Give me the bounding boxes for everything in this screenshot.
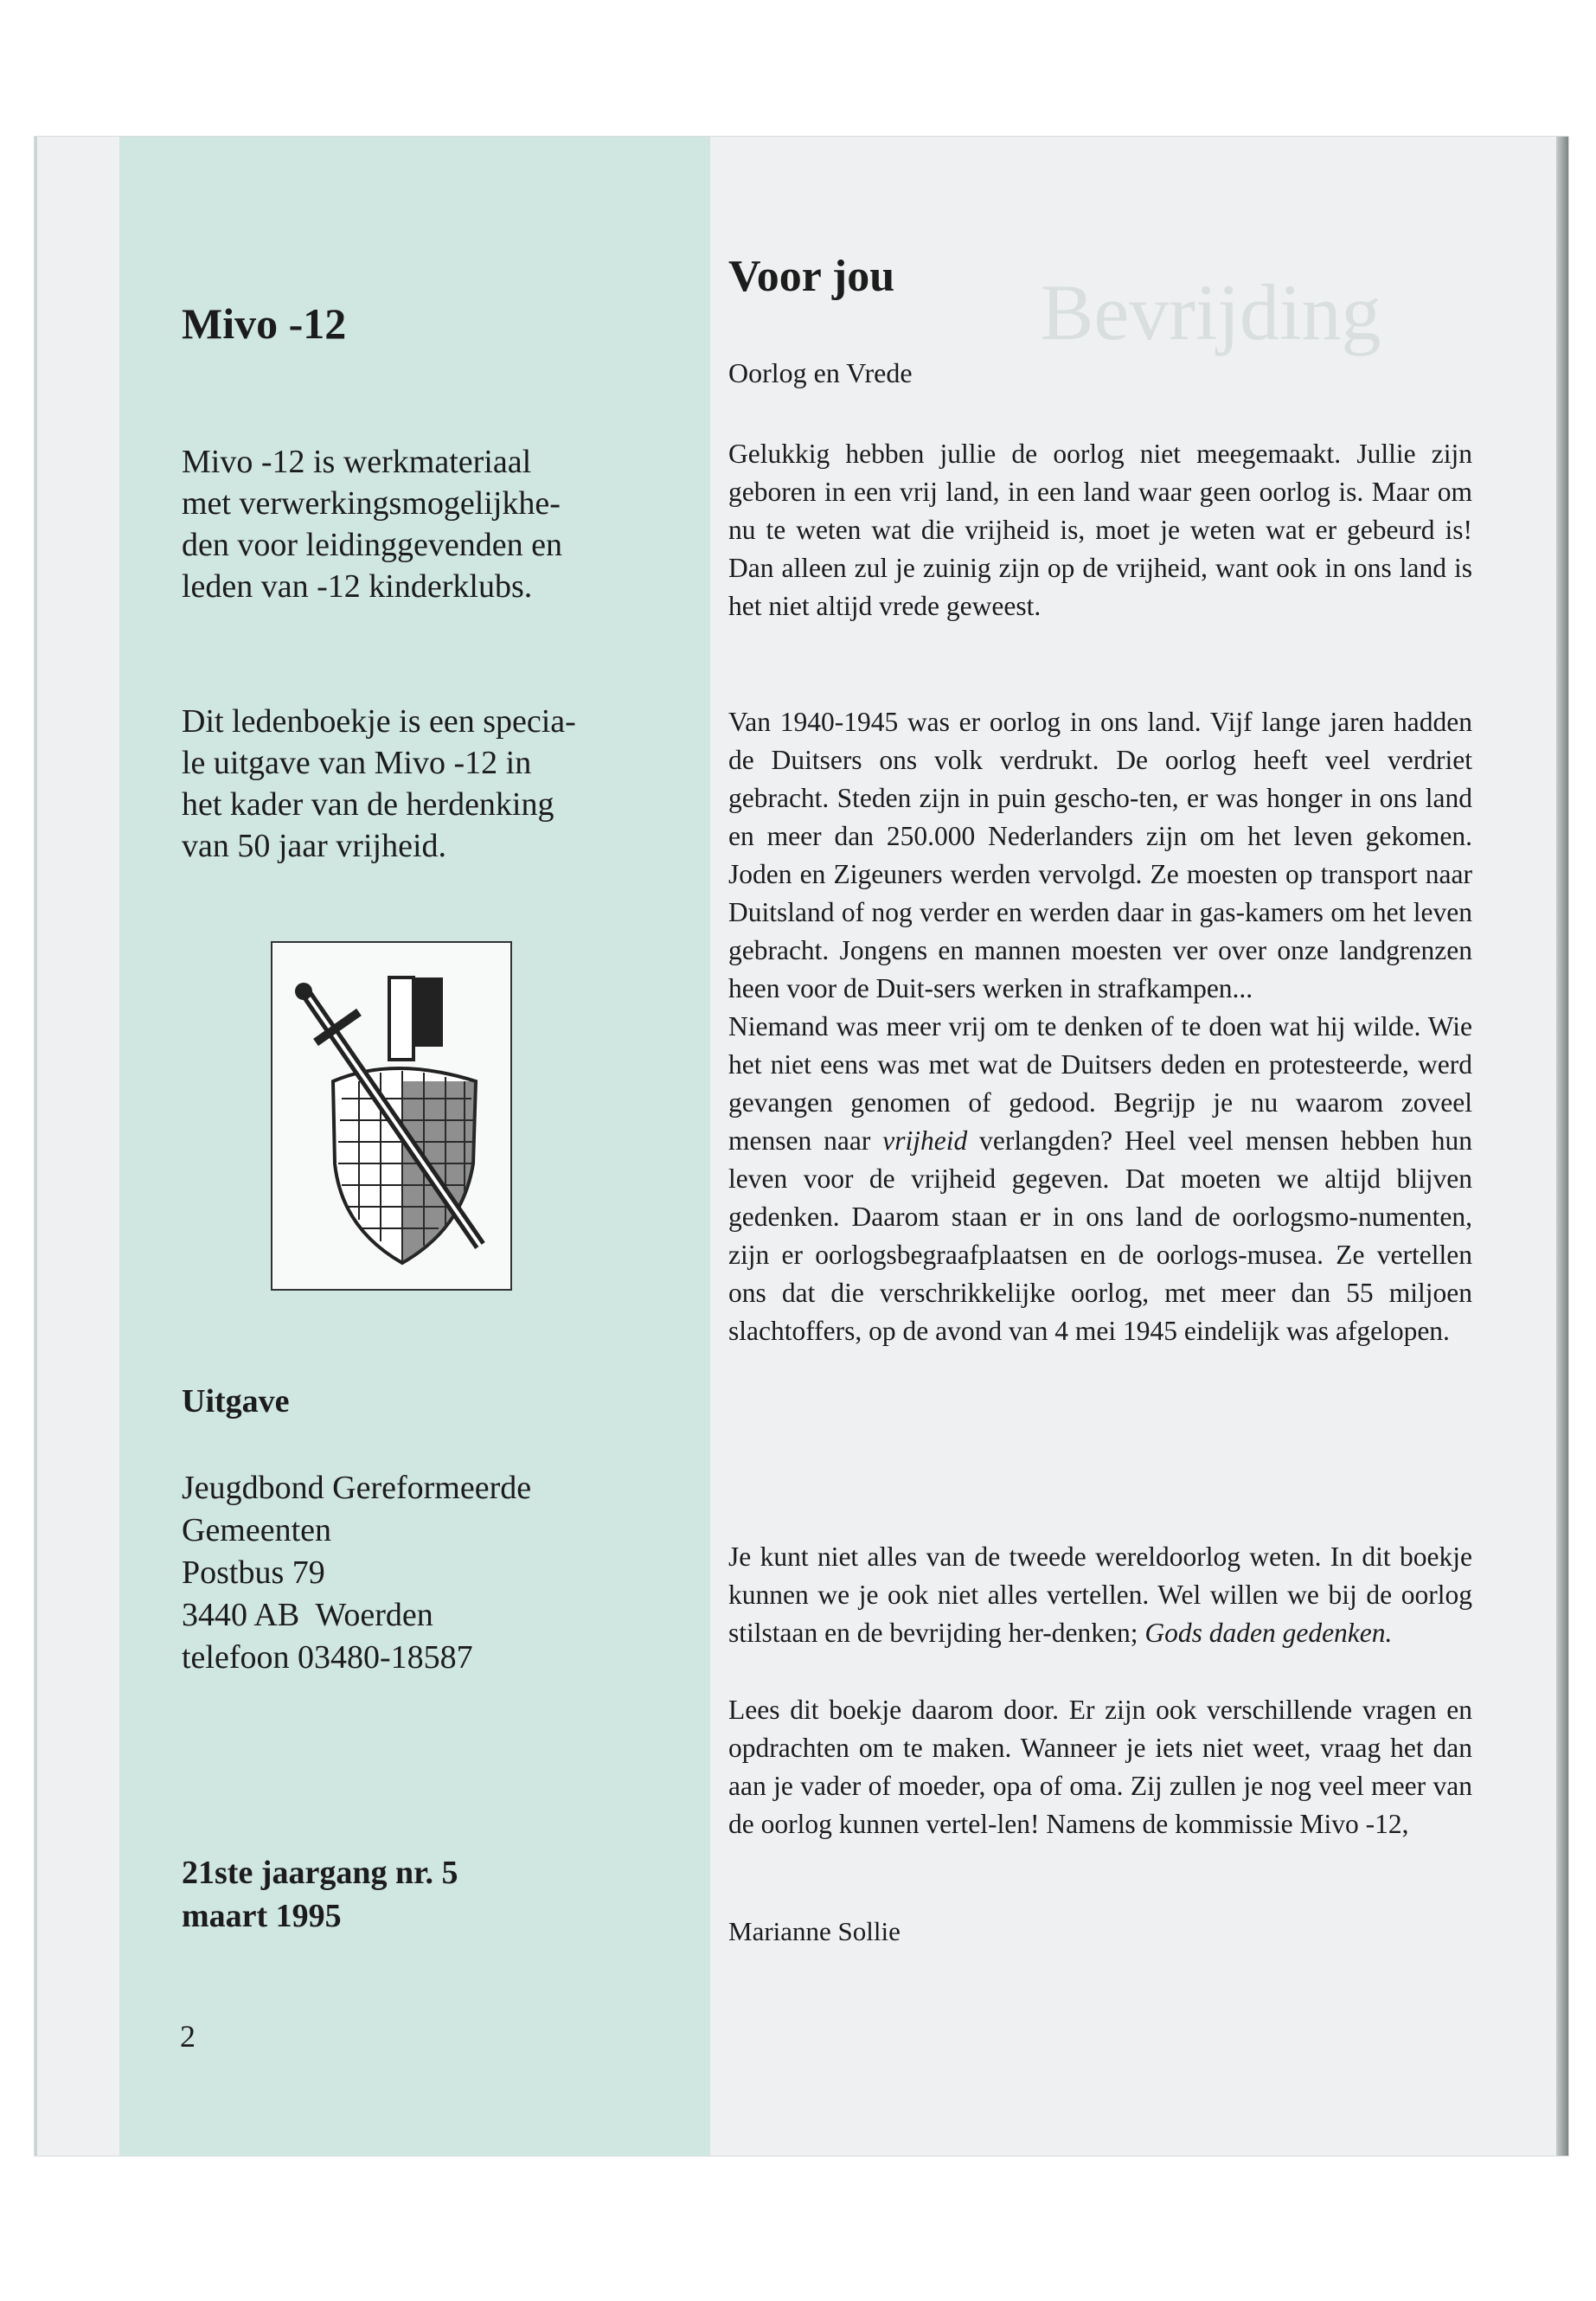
issue-volume: 21ste jaargang nr. 5 bbox=[182, 1855, 458, 1891]
address-line: Gemeenten bbox=[182, 1512, 332, 1548]
paragraph-text: Van 1940-1945 was er oorlog in ons land. Vijf lange jaren hadden de Duitsers ons volk verdrukt. De oorlog heeft veel verdriet gebracht. Steden zijn in puin gescho-ten, er was honger in ons land en meer dan 250.000 Nederlanders zijn om het leven gekomen. Joden en Zigeuners werden vervolgd. Ze moesten op transport naar Duitsland of nog verder en werden daar in gas-kamers om het leven gebracht. Jongens en mannen moesten ver over onze landgrenzen heen voor de Duit-sers werken in strafkampen... bbox=[728, 707, 1472, 1003]
special-line: Dit ledenboekje is een specia- bbox=[182, 703, 576, 740]
article-paragraph bbox=[728, 435, 1472, 625]
issue-date: maart 1995 bbox=[182, 1898, 342, 1934]
special-edition-paragraph bbox=[182, 701, 666, 867]
emphasis-gods-daden: Gods daden gedenken. bbox=[1144, 1618, 1393, 1648]
intro-line: met verwerkingsmogelijkhe- bbox=[182, 485, 561, 522]
page-binding-edge bbox=[1556, 137, 1568, 2156]
article-paragraph bbox=[728, 1538, 1472, 1652]
special-line: het kader van de herdenking bbox=[182, 786, 554, 823]
intro-paragraph bbox=[182, 441, 666, 607]
address-line: Jeugdbond Gereformeerde bbox=[182, 1470, 532, 1506]
paragraph-text: Gelukkig hebben jullie de oorlog niet meegemaakt. Jullie zijn geboren in een vrij land, in een land waar geen oorlog is. Maar om nu te weten wat die vrijheid is, moet je weten wat er gebeurd is! Dan alleen zul je zuinig zijn op de vrijheid, want ook in ons land is het niet altijd vrede geweest. bbox=[728, 439, 1472, 621]
special-line: le uitgave van Mivo -12 in bbox=[182, 745, 532, 781]
emphasis-vrijheid: vrijheid bbox=[882, 1125, 968, 1156]
signature: Marianne Sollie bbox=[728, 1916, 901, 1946]
text-run: Niemand was meer vrij om te denken of te doen wat hij wilde. Wie het niet eens was met wat de Duitsers deden en protesteerde, werd gevangen genomen of gedood. Begrijp je nu waarom zoveel mensen naar bbox=[728, 1011, 1472, 1156]
special-line: van 50 jaar vrijheid. bbox=[182, 828, 447, 864]
paragraph-text bbox=[728, 1538, 1472, 1652]
address-line: 3440 AB Woerden bbox=[182, 1597, 433, 1633]
text-run: verlangden? Heel veel mensen hebben hun leven voor de vrijheid gegeven. Dat moeten we altijd blijven gedenken. Daarom staan er in ons land de oorlogsmo-numenten, zijn er oorlogsbegraafplaatsen en de oorlogs-musea. Ze vertellen ons dat die verschrikkelijke oorlog, met meer dan 55 miljoen slachtoffers, op de avond van 4 mei 1945 eindelijk was afgelopen. bbox=[728, 1125, 1472, 1346]
bleed-through-decoration: Bevrijding bbox=[1041, 268, 1381, 356]
address-line: telefoon 03480-18587 bbox=[182, 1639, 473, 1676]
article-subtitle: Oorlog en Vrede bbox=[728, 357, 913, 388]
paragraph-text: Lees dit boekje daarom door. Er zijn ook verschillende vragen en opdrachten om te maken. Wanneer je iets niet weet, vraag het dan aan je vader of moeder, opa of oma. Zij zullen je nog veel meer van de oorlog kunnen vertel-len! Namens de kommissie Mivo -12, bbox=[728, 1695, 1472, 1839]
article-paragraph bbox=[728, 1691, 1472, 1843]
intro-line: Mivo -12 is werkmateriaal bbox=[182, 444, 532, 480]
publisher-heading: Uitgave bbox=[182, 1383, 290, 1420]
emblem-drawing bbox=[272, 943, 510, 1289]
shield-sword-emblem-icon bbox=[271, 941, 512, 1291]
mivo-title: Mivo -12 bbox=[182, 299, 347, 348]
text-run: Je kunt niet alles van de tweede wereldoorlog weten. In dit boekje kunnen we je ook niet alles vertellen. Wel willen we bij de oorlog stilstaan en de bevrijding her-denken; bbox=[728, 1541, 1472, 1648]
article-title: Voor jou bbox=[728, 252, 895, 301]
article-paragraph bbox=[728, 703, 1472, 1350]
issue-info bbox=[182, 1851, 666, 1938]
page-number: 2 bbox=[180, 2019, 195, 2054]
paragraph-text bbox=[728, 1008, 1472, 1350]
intro-line: leden van -12 kinderklubs. bbox=[182, 568, 533, 605]
address-line: Postbus 79 bbox=[182, 1554, 325, 1591]
publisher-address bbox=[182, 1467, 666, 1679]
intro-line: den voor leidinggevenden en bbox=[182, 527, 563, 563]
